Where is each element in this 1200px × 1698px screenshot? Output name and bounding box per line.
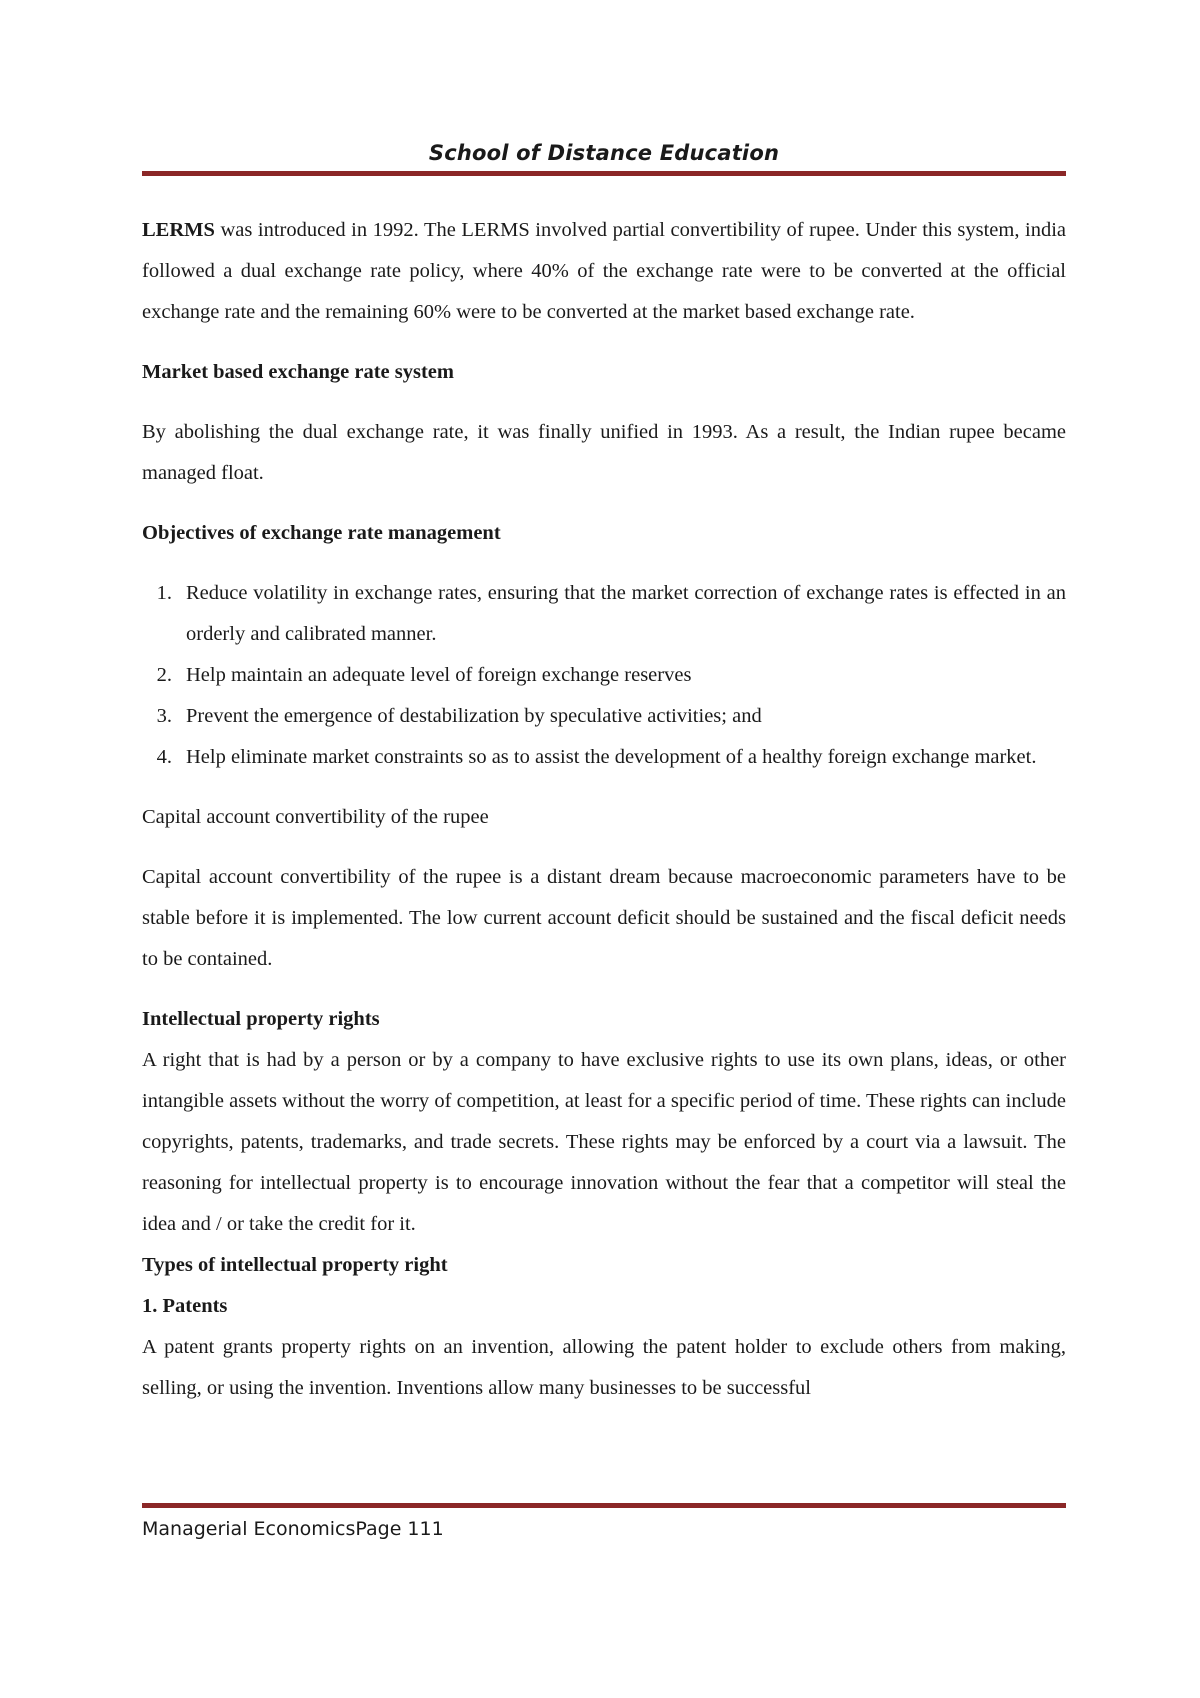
paragraph-patents: A patent grants property rights on an invention, allowing the patent holder to exclude others from making, selling, or using the invention. Inventions allow many businesses to be successful bbox=[142, 1336, 1066, 1399]
footer-rule bbox=[142, 1503, 1066, 1508]
page-header-title: School of Distance Education bbox=[428, 141, 780, 165]
page-footer: Managerial EconomicsPage 111 bbox=[142, 1518, 444, 1540]
list-item bbox=[142, 573, 1066, 655]
header-rule bbox=[142, 171, 1066, 176]
heading-ipr-types: Types of intellectual property right bbox=[142, 1254, 448, 1276]
list-item-number: 4. bbox=[156, 746, 172, 768]
paragraph-ipr: A right that is had by a person or by a company to have exclusive rights to use its own plans, ideas, or other intangible assets without the worry of competition, at least for a specific period of time. These rights can include copyrights, patents, trademarks, and trade secrets. These rights may be enforced by a court via a lawsuit. The reasoning for intellectual property is to encourage innovation without the fear that a competitor will steal the idea and / or take the credit for it. bbox=[142, 1049, 1066, 1235]
heading-patents: 1. Patents bbox=[142, 1295, 228, 1317]
list-item bbox=[142, 655, 1066, 696]
list-item-text: Help maintain an adequate level of foreign exchange reserves bbox=[186, 664, 692, 686]
list-item-number: 3. bbox=[156, 705, 172, 727]
heading-objectives: Objectives of exchange rate management bbox=[142, 522, 501, 544]
paragraph-capital-account: Capital account convertibility of the rupee is a distant dream because macroeconomic parameters have to be stable before it is implemented. The low current account deficit should be sustained and the fiscal deficit needs to be contained. bbox=[142, 866, 1066, 970]
list-item-text: Help eliminate market constraints so as to assist the development of a healthy foreign exchange market. bbox=[186, 746, 1037, 768]
lerms-text: was introduced in 1992. The LERMS involved partial convertibility of rupee. Under this system, india followed a dual exchange rate policy, where 40% of the exchange rate were to be converted at the official exchange rate and the remaining 60% were to be converted at the market based exchange rate. bbox=[142, 219, 1066, 323]
list-item-number: 1. bbox=[156, 582, 172, 604]
list-item-text: Prevent the emergence of destabilization by speculative activities; and bbox=[186, 705, 762, 727]
objectives-list bbox=[142, 573, 1066, 778]
list-item bbox=[142, 696, 1066, 737]
list-item-number: 2. bbox=[156, 664, 172, 686]
heading-market-based: Market based exchange rate system bbox=[142, 361, 454, 383]
paragraph-lerms bbox=[142, 210, 1066, 333]
heading-capital-account: Capital account convertibility of the rupee bbox=[142, 806, 489, 828]
heading-ipr: Intellectual property rights bbox=[142, 1008, 380, 1030]
list-item bbox=[142, 737, 1066, 778]
page-body bbox=[142, 210, 1066, 1409]
list-item-text: Reduce volatility in exchange rates, ensuring that the market correction of exchange rates is effected in an orderly and calibrated manner. bbox=[186, 582, 1066, 645]
paragraph-unified: By abolishing the dual exchange rate, it was finally unified in 1993. As a result, the Indian rupee became managed float. bbox=[142, 421, 1066, 484]
lerms-term: LERMS bbox=[142, 219, 215, 241]
